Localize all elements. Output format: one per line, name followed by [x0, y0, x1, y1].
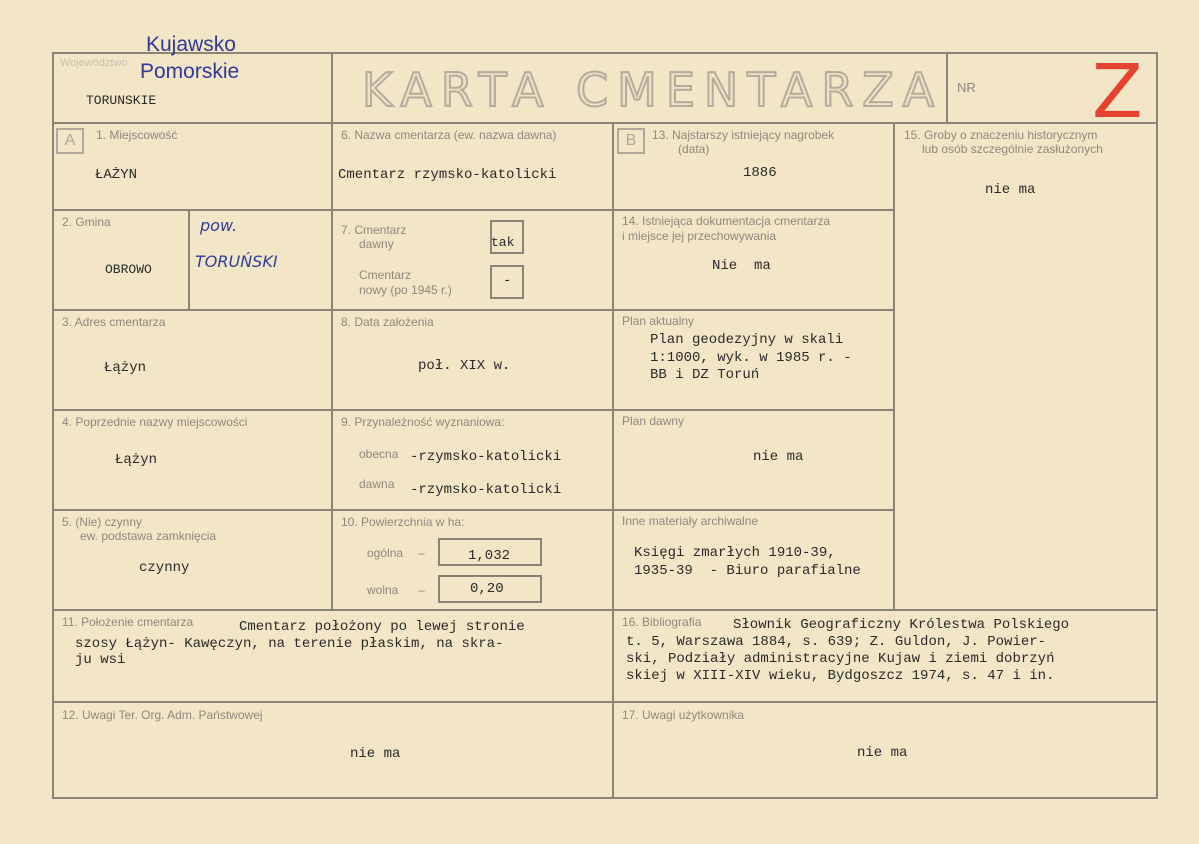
- gmina-handwritten-line2: TORUŃSKI: [195, 252, 278, 271]
- data-zalozenia-label: 8. Data założenia: [341, 315, 434, 329]
- uwagi-ter-value: nie ma: [350, 746, 401, 762]
- wojewodztwo-stamp-line1: Kujawsko: [146, 33, 236, 56]
- bibliografia-line1: Słownik Geograficzny Królestwa Polskiego: [733, 617, 1070, 633]
- plan-aktualny-line2: 1:1000, wyk. w 1985 r. -: [650, 350, 852, 366]
- row-divider-5: [52, 609, 1158, 611]
- przynaleznosc-obecna-label: obecna: [359, 447, 399, 461]
- inne-materialy-line1: Księgi zmarłych 1910-39,: [634, 545, 836, 561]
- powierzchnia-ogolna-dash: –: [418, 546, 425, 560]
- powierzchnia-ogolna-value: 1,032: [468, 548, 511, 564]
- przynaleznosc-dawna-value: -rzymsko-katolicki: [410, 482, 562, 498]
- czynny-value: czynny: [139, 560, 190, 576]
- groby-label-line1: 15. Groby o znaczeniu historycznym: [904, 128, 1098, 142]
- powierzchnia-wolna-dash: –: [418, 583, 425, 597]
- col-divider-gmina: [188, 209, 190, 311]
- header-divider: [52, 122, 1158, 124]
- cmentarz-dawny-value: tak: [491, 235, 515, 250]
- row-divider-2b: [612, 309, 894, 311]
- nr-label: NR: [957, 80, 976, 95]
- section-b-marker: B: [617, 128, 645, 154]
- powierzchnia-ogolna-label: ogólna: [367, 546, 404, 560]
- groby-label-line2: lub osób szczególnie zasłużonych: [922, 142, 1103, 156]
- cmentarz-dawny-label-line2: dawny: [359, 237, 394, 251]
- wojewodztwo-value: TORUNSKIE: [86, 93, 157, 108]
- plan-aktualny-line3: BB i DZ Toruń: [650, 367, 760, 383]
- plan-dawny-value: nie ma: [753, 449, 804, 465]
- col-divider-nr: [946, 52, 948, 124]
- poprzednie-nazwy-label: 4. Poprzednie nazwy miejscowości: [62, 415, 248, 429]
- cmentarz-nowy-label-line1: Cmentarz: [359, 268, 412, 282]
- bibliografia-line2: t. 5, Warszawa 1884, s. 639; Z. Guldon, J. Powier-: [626, 634, 1047, 650]
- gmina-value: OBROWO: [105, 262, 152, 277]
- dokumentacja-label-line1: 14. Istniejąca dokumentacja cmentarza: [622, 214, 831, 228]
- plan-dawny-label: Plan dawny: [622, 414, 685, 428]
- adres-value: Łążyn: [104, 360, 147, 376]
- wojewodztwo-stamp-line2: Pomorskie: [140, 60, 240, 83]
- border-left: [52, 52, 54, 799]
- inne-materialy-line2: 1935-39 - Biuro parafialne: [634, 563, 861, 579]
- nr-value: Z: [1092, 49, 1143, 135]
- col-divider-1: [331, 52, 333, 611]
- uwagi-uzytkownika-value: nie ma: [857, 745, 908, 761]
- dokumentacja-value: Nie ma: [712, 258, 771, 274]
- polozenie-line3: ju wsi: [75, 652, 126, 668]
- card-title: KARTA CMENTARZA: [362, 63, 944, 117]
- row-divider-3: [52, 409, 894, 411]
- poprzednie-nazwy-value: Łążyn: [115, 452, 158, 468]
- czynny-label-line2: ew. podstawa zamknięcia: [80, 529, 217, 543]
- col-divider-2: [612, 122, 614, 799]
- wojewodztwo-label: Województwo: [60, 57, 128, 69]
- bibliografia-line3: ski, Podziały administracyjne Kujaw i ziemi dobrzyń: [626, 651, 1055, 667]
- row-divider-6: [52, 701, 1158, 703]
- uwagi-ter-label: 12. Uwagi Ter. Org. Adm. Państwowej: [62, 708, 263, 722]
- row-divider-4: [52, 509, 894, 511]
- inne-materialy-label: Inne materiały archiwalne: [622, 514, 759, 528]
- data-zalozenia-value: poł. XIX w.: [418, 358, 511, 374]
- powierzchnia-wolna-label: wolna: [367, 583, 399, 597]
- nazwa-cmentarza-label: 6. Nazwa cmentarza (ew. nazwa dawna): [341, 128, 557, 142]
- cmentarz-nowy-label-line2: nowy (po 1945 r.): [359, 283, 452, 297]
- nazwa-cmentarza-value: Cmentarz rzymsko-katolicki: [338, 167, 557, 183]
- border-right: [1156, 52, 1158, 799]
- polozenie-line2: szosy Łążyn- Kawęczyn, na terenie płaskim, na skra-: [75, 636, 504, 652]
- plan-aktualny-line1: Plan geodezyjny w skali: [650, 332, 844, 348]
- przynaleznosc-label: 9. Przynależność wyznaniowa:: [341, 415, 505, 429]
- gmina-label: 2. Gmina: [62, 215, 111, 229]
- przynaleznosc-dawna-label: dawna: [359, 477, 395, 491]
- miejscowosc-value: ŁAŻYN: [95, 167, 138, 183]
- col-divider-3: [893, 122, 895, 611]
- polozenie-line1: Cmentarz położony po lewej stronie: [239, 619, 525, 635]
- najstarszy-nagrobek-value: 1886: [743, 165, 777, 181]
- bibliografia-label: 16. Bibliografia: [622, 615, 702, 629]
- powierzchnia-label: 10. Powierzchnia w ha:: [341, 515, 465, 529]
- cmentarz-nowy-value: -: [503, 273, 512, 289]
- bibliografia-line4: skiej w XIII-XIV wieku, Bydgoszcz 1974, s. 47 i in.: [626, 668, 1055, 684]
- border-bottom: [52, 797, 1158, 799]
- cmentarz-dawny-label-line1: 7. Cmentarz: [341, 223, 407, 237]
- plan-aktualny-label: Plan aktualny: [622, 314, 695, 328]
- groby-value: nie ma: [985, 182, 1036, 198]
- miejscowosc-label: 1. Miejscowość: [96, 128, 178, 142]
- czynny-label-line1: 5. (Nie) czynny: [62, 515, 143, 529]
- najstarszy-nagrobek-label-line1: 13. Najstarszy istniejący nagrobek: [652, 128, 835, 142]
- dokumentacja-label-line2: i miejsce jej przechowywania: [622, 229, 777, 243]
- najstarszy-nagrobek-label-line2: (data): [678, 142, 710, 156]
- adres-label: 3. Adres cmentarza: [62, 315, 166, 329]
- powierzchnia-wolna-value: 0,20: [470, 581, 504, 597]
- uwagi-uzytkownika-label: 17. Uwagi użytkownika: [622, 708, 745, 722]
- section-a-marker: A: [56, 128, 84, 154]
- przynaleznosc-obecna-value: -rzymsko-katolicki: [410, 449, 562, 465]
- gmina-handwritten-line1: pow.: [200, 216, 238, 235]
- row-divider-1b: [612, 209, 894, 211]
- polozenie-label: 11. Położenie cmentarza: [62, 615, 194, 629]
